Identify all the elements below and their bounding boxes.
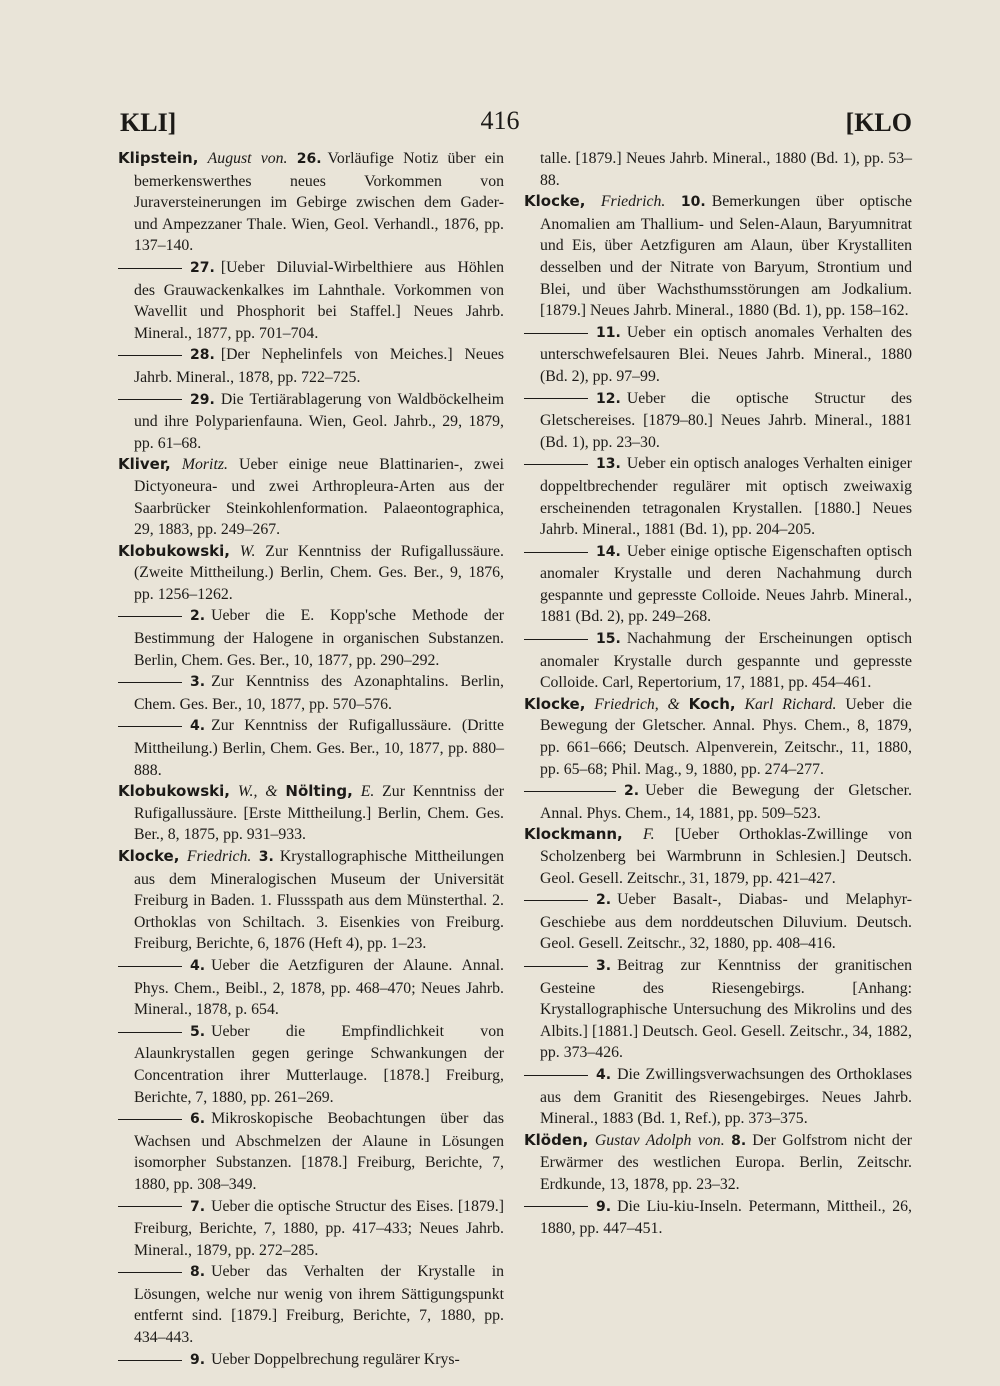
entry-given-name: F. bbox=[643, 826, 655, 844]
bib-entry bbox=[524, 955, 912, 1064]
entry-citation: [Ueber Orthoklas-Zwillinge von Scholzenberg bei Warmbrunn in Schlesien.] Deutsch. Geol. Gesell. Zeitschr., 31, 1879, pp. 421–427. bbox=[540, 826, 913, 887]
entry-citation: Zur Kenntniss der Rufigallussäure. [Erste Mittheilung.] Berlin, Chem. Ges. Ber., 8, 1875, pp. 931–933. bbox=[134, 783, 504, 844]
bib-entry bbox=[524, 453, 912, 540]
entry-citation: Ueber das Verhalten der Krystalle in Lösungen, welche nur wenig von ihrem Sättigungspunkt entfernt sind. [1879.] Freiburg, Berichte, 7, 1880, pp. 434–443. bbox=[134, 1263, 504, 1347]
ditto-dash bbox=[118, 1360, 182, 1361]
bib-entry bbox=[524, 388, 912, 454]
bib-entry bbox=[118, 605, 504, 671]
entry-given-name: Friedrich, & bbox=[594, 695, 680, 713]
entry-number: 3. bbox=[258, 849, 274, 865]
ditto-dash bbox=[524, 966, 588, 967]
entry-citation: Ueber Basalt-, Diabas- und Melaphyr-Geschiebe aus dem norddeutschen Diluvium. Deutsch. Geol. Gesell. Zeitschr., 32, 1880, pp. 408–416. bbox=[540, 891, 912, 953]
entry-author: Klocke, bbox=[524, 192, 586, 211]
entry-author: Klockmann, bbox=[524, 825, 623, 844]
entry-citation: Bemerkungen über optische Anomalien am Thallium- und Selen-Alaun, Baryumnitrat und Eis, über Aetzfiguren am Alaun, über Krystalliten desselben und der Nitrate von Baryum, Strontium und Blei, und über Wachsthumsstörungen am Jodkalium. [1879.] Neues Jahrb. Mineral., 1880 (Bd. 1), pp. 158–162. bbox=[540, 193, 912, 320]
page-number: 416 bbox=[480, 106, 520, 135]
entry-citation: Nachahmung der Erscheinungen optisch anomaler Krystalle durch gespannte und gepresste Colloide. Carl, Repertorium, 17, 1881, pp. 454–461. bbox=[540, 630, 912, 692]
bib-entry bbox=[524, 824, 912, 889]
entry-author: Klocke, bbox=[524, 694, 586, 713]
entry-number: 9. bbox=[190, 1351, 206, 1368]
bib-entry bbox=[118, 955, 504, 1021]
entry-number: 3. bbox=[596, 957, 612, 974]
entry-citation: Ueber Doppelbrechung regulärer Krys- bbox=[211, 1350, 460, 1368]
entry-number: 13. bbox=[596, 456, 621, 473]
entry-author: Klobukowski, bbox=[118, 541, 230, 560]
bib-entry bbox=[524, 541, 912, 628]
entry-given-name: Friedrich. bbox=[186, 848, 252, 865]
entry-citation: Ueber ein optisch analoges Verhalten einiger doppeltbrechender regulärer mit optisch zweiwaxig erscheinenden tetragonalen Krystallen. [1880.] Neues Jahrb. Mineral., 1881 (Bd. 1), pp. 204–205. bbox=[540, 455, 912, 539]
bib-entry bbox=[118, 1196, 504, 1262]
header-right-range: [KLO bbox=[845, 108, 912, 137]
entry-number: 2. bbox=[190, 608, 206, 625]
ditto-dash bbox=[118, 1032, 182, 1033]
ditto-dash bbox=[118, 726, 182, 727]
entry-citation: Krystallographische Mittheilungen aus dem Mineralogischen Museum der Universität Freiburg in Baden. 1. Flussspath aus dem Münsterthal. 2. Orthoklas von Schiltach. 3. Eisenkies von Freiburg. Freiburg, Berichte, 6, 1876 (Heft 4), pp. 1–23. bbox=[134, 848, 504, 953]
ditto-dash bbox=[524, 791, 616, 792]
entry-number: 29. bbox=[190, 391, 215, 408]
entry-number: 28. bbox=[190, 347, 215, 364]
bib-entry bbox=[524, 1130, 912, 1196]
bib-entry bbox=[524, 1196, 912, 1240]
entry-citation: Der Golfstrom nicht der Erwärmer des westlichen Europa. Berlin, Zeitschr. Erdkunde, 13, 1878, pp. 23–32. bbox=[540, 1131, 912, 1193]
bib-entry bbox=[118, 1108, 504, 1195]
entry-citation: Vorläufige Notiz über ein bemerkenswerthes neues Vorkommen von Juraversteinerungen im Gebirge zwischen dem Gader- und Ampezzaner Thale. Wien, Geol. Verhandl., 1876, pp. 137–140. bbox=[134, 150, 505, 255]
bib-entry bbox=[118, 257, 504, 344]
entry-number: 2. bbox=[596, 892, 612, 909]
bib-entry bbox=[524, 191, 912, 322]
ditto-dash bbox=[524, 900, 588, 901]
ditto-dash bbox=[118, 1272, 182, 1273]
bib-entry bbox=[118, 148, 504, 257]
header-left-range: KLI] bbox=[120, 108, 177, 137]
entry-number: 5. bbox=[190, 1023, 206, 1040]
entry-citation: Beitrag zur Kenntniss der granitischen Gesteine des Riesengebirgs. [Anhang: Krystallographische Untersuchung des Mikrolins und des Albits.] [1881.] Deutsch. Geol. Gesell. Zeitschr., 34, 1882, pp. 373–426. bbox=[540, 956, 912, 1062]
ditto-dash bbox=[118, 682, 182, 683]
ditto-dash bbox=[118, 268, 182, 269]
entry-citation: Zur Kenntniss des Azonaphtalins. Berlin, Chem. Ges. Ber., 10, 1877, pp. 570–576. bbox=[134, 673, 504, 713]
entry-citation: Ueber die Bewegung der Gletscher. Annal. Phys. Chem., 8, 1879, pp. 661–666; Deutsch. Alpenverein, Zeitschr., 11, 1880, pp. 65–68; Phil. Mag., 9, 1880, pp. 274–277. bbox=[540, 695, 913, 778]
entry-number: 15. bbox=[596, 631, 621, 648]
entry-citation: Die Liu-kiu-Inseln. Petermann, Mittheil., 26, 1880, pp. 447–451. bbox=[540, 1197, 912, 1238]
ditto-dash bbox=[524, 464, 588, 465]
ditto-dash bbox=[524, 552, 588, 553]
entry-citation: Ueber einige optische Eigenschaften optisch anomaler Krystalle und deren Nachahmung durch gespannte und gepresste Colloide. Neues Jahrb. Mineral., 1881 (Bd. 2), pp. 249–268. bbox=[540, 542, 912, 626]
bib-entry bbox=[524, 780, 912, 824]
ditto-dash bbox=[524, 1075, 588, 1076]
bib-entry bbox=[118, 715, 504, 781]
bib-entry bbox=[524, 148, 912, 191]
entry-author: Klöden, bbox=[524, 1130, 589, 1149]
entry-given-name: Gustav Adolph von. bbox=[594, 1131, 725, 1149]
entry-citation: Zur Kenntniss der Rufigallussäure. (Dritte Mittheilung.) Berlin, Chem. Ges. Ber., 10, 1877, pp. 880–888. bbox=[134, 717, 504, 779]
bib-entry bbox=[524, 322, 912, 388]
bib-entry bbox=[524, 628, 912, 694]
ditto-dash bbox=[524, 333, 588, 334]
entry-number: 7. bbox=[190, 1198, 206, 1215]
bib-entry bbox=[118, 1021, 504, 1108]
entry-citation: Ueber die optische Structur des Eises. [1879.] Freiburg, Berichte, 7, 1880, pp. 417–433; Neues Jahrb. Mineral., 1879, pp. 272–285. bbox=[134, 1197, 504, 1259]
entry-author: Kliver, bbox=[118, 455, 171, 474]
entry-citation: Zur Kenntniss der Rufigallussäure. (Zweite Mittheilung.) Berlin, Chem. Ges. Ber., 9, 1876, pp. 1256–1262. bbox=[134, 542, 505, 603]
bib-entry bbox=[118, 1261, 504, 1348]
entry-citation: Ueber ein optisch anomales Verhalten des unterschwefelsauren Blei. Neues Jahrb. Mineral., 1880 (Bd. 2), pp. 97–99. bbox=[540, 323, 912, 385]
bib-entry bbox=[118, 454, 504, 540]
left-column bbox=[118, 148, 504, 1371]
entry-given-name: Moritz. bbox=[181, 456, 228, 474]
ditto-dash bbox=[524, 398, 588, 399]
ditto-dash bbox=[118, 966, 182, 967]
entry-number: 3. bbox=[190, 674, 206, 691]
entry-citation: [Der Nephelinfels von Meiches.] Neues Jahrb. Mineral., 1878, pp. 722–725. bbox=[134, 346, 504, 386]
entry-number: 14. bbox=[596, 543, 621, 560]
ditto-dash bbox=[118, 1119, 182, 1120]
entry-number: 6. bbox=[190, 1111, 206, 1128]
bib-entry bbox=[524, 1064, 912, 1130]
entry-number: 26. bbox=[296, 151, 322, 167]
entry-number: 2. bbox=[624, 783, 640, 800]
ditto-dash bbox=[118, 355, 182, 356]
entry-number: 4. bbox=[190, 718, 206, 735]
entry-citation: [Ueber Diluvial-Wirbelthiere aus Höhlen des Grauwackenkalkes im Lahnthale. Vorkommen von Wavellit und Phosphorit bei Staffel.] Neues Jahrb. Mineral., 1877, pp. 701–704. bbox=[134, 258, 504, 342]
bib-entry bbox=[118, 344, 504, 388]
entry-citation: Die Tertiärablagerung von Waldböckelheim und ihre Polyparienfauna. Wien, Geol. Jahrb., 29, 1879, pp. 61–68. bbox=[134, 390, 504, 452]
entry-number: 4. bbox=[596, 1066, 612, 1083]
entry-number: 12. bbox=[596, 390, 621, 407]
entry-number: 11. bbox=[596, 324, 621, 341]
entry-number: 27. bbox=[190, 259, 215, 276]
entry-citation: Ueber die Aetzfiguren der Alaune. Annal. Phys. Chem., Beibl., 2, 1878, pp. 468–470; Neues Jahrb. Mineral., 1878, p. 654. bbox=[134, 956, 504, 1019]
ditto-dash bbox=[118, 616, 182, 617]
entry-coauthor-given-name: Karl Richard. bbox=[744, 695, 837, 713]
bib-entry bbox=[524, 889, 912, 955]
entry-given-name: August von. bbox=[207, 150, 288, 167]
entry-number: 9. bbox=[596, 1198, 612, 1215]
entry-author: Klipstein, bbox=[118, 149, 199, 167]
bib-entry bbox=[118, 781, 504, 846]
entry-citation: Ueber die E. Kopp'sche Methode der Bestimmung der Halogene in organischen Substanzen. Berlin, Chem. Ges. Ber., 10, 1877, pp. 290–292. bbox=[134, 607, 504, 669]
entry-number: 4. bbox=[190, 957, 206, 974]
entry-citation: talle. [1879.] Neues Jahrb. Mineral., 1880 (Bd. 1), pp. 53–88. bbox=[540, 150, 912, 189]
entry-author: Klocke, bbox=[118, 847, 180, 865]
entry-citation: Ueber die Bewegung der Gletscher. Annal. Phys. Chem., 14, 1881, pp. 509–523. bbox=[540, 782, 912, 822]
bib-entry bbox=[118, 846, 504, 955]
entry-coauthor: Koch, bbox=[688, 694, 736, 713]
entry-number: 8. bbox=[190, 1264, 206, 1281]
entry-citation: Ueber die optische Structur des Gletschereises. [1879–80.] Neues Jahrb. Mineral., 1881 (Bd. 1), pp. 23–30. bbox=[540, 389, 912, 451]
bib-entry bbox=[524, 694, 912, 780]
ditto-dash bbox=[118, 1206, 182, 1207]
entry-number: 8. bbox=[731, 1132, 747, 1149]
bib-entry bbox=[118, 1349, 504, 1372]
entry-given-name: W., & bbox=[237, 783, 278, 801]
entry-number: 10. bbox=[680, 194, 706, 211]
ditto-dash bbox=[524, 1206, 588, 1207]
ditto-dash bbox=[524, 639, 588, 640]
entry-coauthor: Nölting, bbox=[285, 782, 353, 801]
running-header bbox=[0, 104, 1000, 144]
entry-author: Klobukowski, bbox=[118, 782, 230, 801]
entry-citation: Ueber die Empfindlichkeit von Alaunkrystallen gegen geringe Schwankungen der Concentration ihrer Mutterlauge. [1878.] Freiburg, Berichte, 7, 1880, pp. 261–269. bbox=[134, 1022, 504, 1106]
entry-coauthor-given-name: E. bbox=[360, 783, 375, 801]
ditto-dash bbox=[118, 399, 182, 400]
entry-given-name: Friedrich. bbox=[600, 193, 666, 211]
right-column bbox=[524, 148, 912, 1240]
bib-entry bbox=[118, 671, 504, 715]
entry-citation: Mikroskopische Beobachtungen über das Wachsen und Abschmelzen der Alaune in Lösungen isomorpher Substanzen. [1878.] Freiburg, Berichte, 7, 1880, pp. 308–349. bbox=[134, 1110, 504, 1193]
bib-entry bbox=[118, 541, 504, 606]
entry-given-name: W. bbox=[239, 542, 256, 560]
entry-citation: Ueber einige neue Blattinarien-, zwei Dictyoneura- und zwei Arthropleura-Arten aus der Saarbrücker Steinkohlenformation. Palaeontographica, 29, 1883, pp. 249–267. bbox=[134, 456, 504, 539]
entry-citation: Die Zwillingsverwachsungen des Orthoklases aus dem Granitit des Riesengebirges. Neues Jahrb. Mineral., 1883 (Bd. 1, Ref.), pp. 373–375. bbox=[540, 1065, 912, 1128]
bib-entry bbox=[118, 389, 504, 455]
